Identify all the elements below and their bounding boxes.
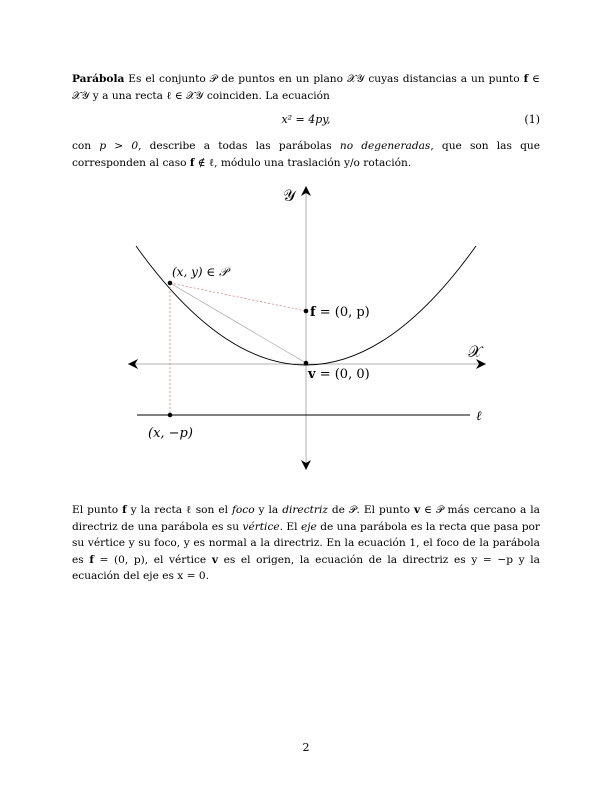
text-span: El punto (72, 504, 123, 516)
description-paragraph (72, 138, 540, 171)
directrix-label: ℓ (476, 409, 482, 424)
explanation-paragraph (72, 502, 540, 585)
emphasis: vértice (242, 520, 280, 533)
text-span: es el origen, la ecuación de la directriz es y = −p y la ecuación del eje es x = 0. (72, 553, 540, 582)
equation-math: x² = 4py, (281, 113, 331, 126)
equation-block (72, 113, 540, 131)
text-span: y la recta ℓ son el (126, 504, 232, 516)
math-symbol: ∉ ℓ (194, 156, 215, 169)
text-span: . El (279, 520, 301, 533)
math-symbol: ∈ (528, 73, 540, 85)
emphasis: foco (231, 504, 255, 516)
text-span: cuyas distancias a un punto (364, 73, 524, 85)
point-label: (x, y) ∈ 𝒫 (172, 265, 228, 279)
text-span: y la (254, 504, 283, 516)
emphasis: directriz (282, 504, 328, 516)
x-axis-label: 𝒳 (468, 342, 482, 361)
math-inline: p > 0 (99, 140, 139, 152)
math-symbol: 𝒳𝒴 (346, 73, 365, 85)
parabola-point-dot (168, 281, 173, 286)
text-span: , módulo una traslación y/o rotación. (214, 156, 412, 169)
page-number: 2 (302, 741, 310, 754)
text-span: de 𝒫. El punto (327, 504, 415, 516)
foot-label: (x, −p) (148, 426, 193, 441)
parabola-figure (0, 180, 612, 480)
vertex-label-rest: = (0, 0) (315, 367, 370, 382)
y-axis-label: 𝒴 (283, 186, 296, 205)
text-span: , que son las que corresponden al caso (72, 140, 540, 169)
term-heading: Parábola (72, 73, 125, 85)
definition-paragraph (72, 71, 540, 104)
math-symbol: ℓ ∈ 𝒳𝒴 (166, 89, 204, 102)
directrix-foot-dot (168, 413, 173, 418)
math-bold: v (211, 553, 218, 566)
math-bold: f (89, 553, 94, 566)
math-bold: f (122, 504, 127, 516)
point-to-focus-line (170, 283, 306, 311)
focus-dot (304, 309, 309, 314)
text-span: de una parábola es la recta que pasa por su vértice y su foco, y es normal a la directriz. En la ecuación 1, el foco de la parábola es (72, 520, 540, 566)
emphasis: no degeneradas (339, 140, 431, 152)
text-span: de puntos en un plano (217, 73, 347, 85)
math-symbol: 𝒫 (209, 73, 218, 85)
focus-label-rest: = (0, p) (315, 305, 370, 320)
vertex-label (307, 367, 370, 382)
focus-label-bold: f (310, 305, 316, 320)
equation-number: (1) (524, 113, 540, 126)
text-span: con (72, 140, 100, 152)
text-span: ∈ 𝒫 más cercano a la directriz de una parábola es su (72, 504, 540, 533)
text-span: y a una recta (89, 89, 167, 102)
math-bold: f (189, 156, 195, 169)
text-span: coinciden. La ecuación (203, 89, 330, 102)
focus-label (310, 305, 370, 320)
math-bold: f (523, 73, 529, 85)
vertex-label-bold: v (308, 367, 316, 382)
vertex-dot (304, 361, 309, 366)
point-to-vertex-line (170, 283, 306, 363)
math-bold: v (414, 504, 421, 516)
text-span: = (0, p), el vértice (93, 553, 212, 566)
text-span: Es el conjunto (124, 73, 210, 85)
emphasis: eje (300, 520, 317, 533)
text-span: , describe a todas las parábolas (138, 140, 340, 152)
math-symbol: 𝒳𝒴 (72, 89, 90, 102)
